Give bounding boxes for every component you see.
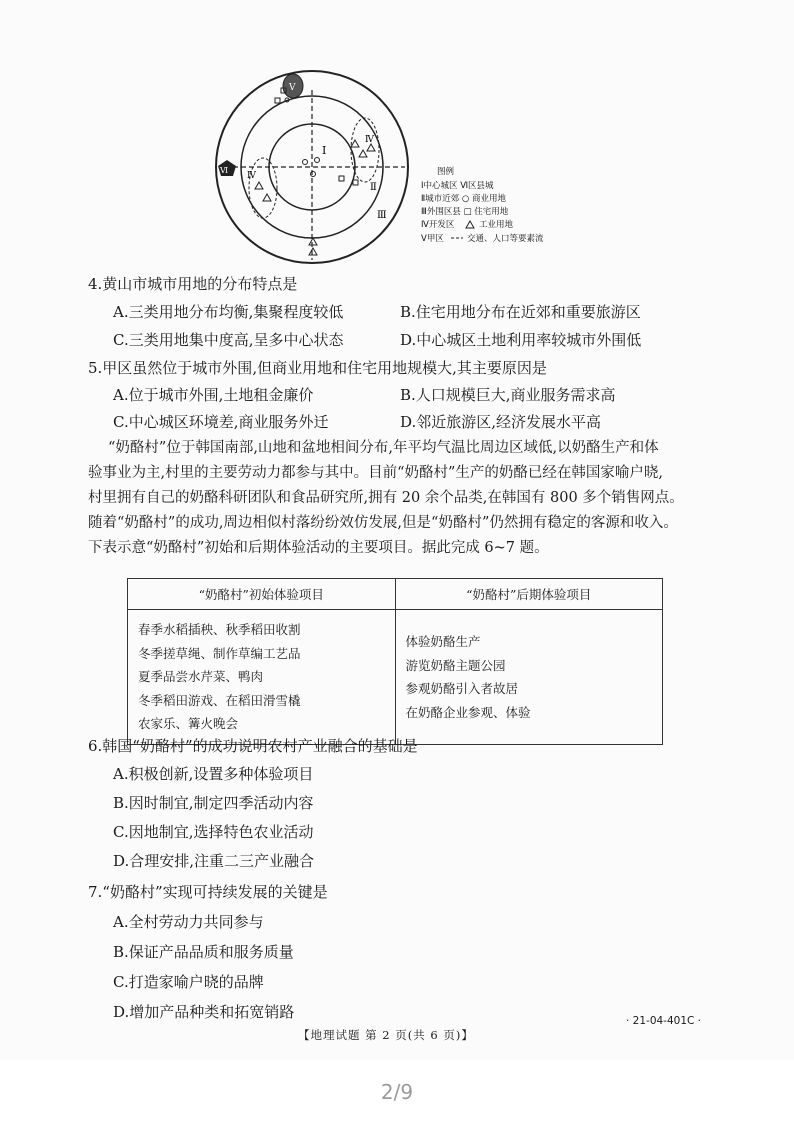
legend-industrial: 工业用地 [479, 220, 514, 230]
q5-option-c: C.中心城区环境差,商业服务外迁 [113, 413, 329, 431]
industrial-triangle-icon [367, 144, 375, 151]
zone-4a-label: Ⅳ [365, 135, 374, 145]
passage-line-2: 验事业为主,村里的主要劳动力都参与其中。目前“奶酪村”生产的奶酪已经在韩国家喻户晓, [88, 465, 664, 481]
legend-line-3: Ⅲ外围区县 □ 住宅用地 [421, 207, 509, 217]
q5-option-a: A.位于城市外围,土地租金廉价 [113, 386, 314, 404]
city-land-use-map [205, 70, 605, 265]
q4-option-b: B.住宅用地分布在近郊和重要旅游区 [400, 303, 641, 321]
residential-square-icon [353, 180, 358, 185]
page-footer: 【地理试题 第 2 页(共 6 页)】 [298, 1028, 474, 1042]
q7-stem: 7.“奶酪村”实现可持续发展的关键是 [88, 883, 328, 901]
q6-option-c: C.因地制宜,选择特色农业活动 [113, 823, 314, 841]
zone-2-label: Ⅱ [370, 182, 377, 193]
passage-line-1: “奶酪村”位于韩国南部,山地和盆地相间分布,年平均气温比周边区域低,以奶酪生产和体 [108, 440, 659, 456]
table-header-later: “奶酪村”后期体验项目 [395, 579, 663, 610]
zone-6-label: Ⅵ [220, 166, 229, 175]
list-item: 春季水稻插秧、秋季稻田收割 [138, 622, 301, 637]
list-item: 参观奶酪引入者故居 [405, 681, 519, 696]
list-item: 夏季品尝水芹菜、鸭肉 [138, 669, 264, 684]
legend-line-5: Ⅴ甲区 [421, 234, 444, 244]
list-item: 冬季稻田游戏、在稻田滑雪橇 [138, 692, 301, 708]
list-item: 农家乐、篝火晚会 [138, 716, 239, 731]
zone-4b-label: Ⅳ [247, 171, 256, 181]
q4-option-c: C.三类用地集中度高,呈多中心状态 [113, 331, 344, 349]
q4-option-d: D.中心城区土地利用率较城市外围低 [400, 331, 642, 349]
legend-line-4: Ⅳ开发区 [421, 220, 455, 230]
q7-option-d: D.增加产品种类和拓宽销路 [113, 1003, 295, 1021]
industrial-triangle-icon [255, 182, 263, 189]
table-header-initial: “奶酪村”初始体验项目 [128, 579, 396, 610]
q4-option-a: A.三类用地分布均衡,集聚程度较低 [113, 303, 344, 321]
document-code: · 21-04-401C · [626, 1015, 702, 1027]
list-item: 游览奶酪主题公园 [405, 657, 506, 673]
experience-table [127, 578, 663, 745]
residential-square-icon [275, 98, 280, 103]
commercial-circle-icon [311, 172, 316, 177]
legend-flow: 交通、人口等要素流 [467, 234, 544, 244]
passage-line-3: 村里拥有自己的奶酪科研团队和食品研究所,拥有 20 余个品类,在韩国有 800 多个销售网点。 [88, 490, 684, 506]
q5-stem: 5.甲区虽然位于城市外围,但商业用地和住宅用地规模大,其主要原因是 [88, 359, 547, 377]
industrial-triangle-icon [309, 238, 317, 245]
q5-option-d: D.邻近旅游区,经济发展水平高 [400, 413, 602, 431]
passage-line-5: 下表示意“奶酪村”初始和后期体验活动的主要项目。据此完成 6~7 题。 [88, 540, 549, 556]
industrial-triangle-icon [359, 150, 367, 157]
passage-line-4: 随着“奶酪村”的成功,周边相似村落纷纷效仿发展,但是“奶酪村”仍然拥有稳定的客源和收入。 [88, 515, 678, 531]
list-item: 在奶酪企业参观、体验 [405, 704, 531, 720]
industrial-triangle-icon [309, 248, 317, 255]
legend-line-2: Ⅱ城市近郊 ○ 商业用地 [421, 194, 507, 204]
q6-option-a: A.积极创新,设置多种体验项目 [113, 765, 314, 783]
legend-line-1: Ⅰ中心城区 Ⅵ区县城 [421, 181, 494, 191]
legend-triangle-icon [466, 221, 474, 228]
list-item: 冬季搓草绳、制作草编工艺品 [138, 645, 301, 661]
q5-option-b: B.人口规模巨大,商业服务需求高 [400, 386, 616, 404]
residential-square-icon [339, 176, 344, 181]
passage [88, 436, 708, 561]
zone-3-label: Ⅲ [377, 210, 387, 221]
legend-title: 图例 [437, 167, 455, 177]
industrial-triangle-icon [351, 140, 359, 147]
q6-option-d: D.合理安排,注重二三产业融合 [113, 852, 315, 870]
list-item: 体验奶酪生产 [405, 634, 481, 649]
table-col-later [395, 610, 663, 745]
table-col-initial [128, 610, 396, 745]
zone-1-label: Ⅰ [322, 144, 327, 157]
q7-option-a: A.全村劳动力共同参与 [113, 913, 264, 931]
q7-option-b: B.保证产品品质和服务质量 [113, 943, 294, 961]
q6-option-b: B.因时制宜,制定四季活动内容 [113, 794, 314, 812]
q4-stem: 4.黄山市城市用地的分布特点是 [88, 275, 298, 293]
map-legend [421, 166, 544, 244]
zone-5-label: Ⅴ [289, 83, 296, 93]
industrial-triangle-icon [263, 194, 271, 201]
commercial-circle-icon [315, 158, 320, 163]
q7-option-c: C.打造家喻户晓的品牌 [113, 973, 264, 991]
page-indicator: 2/9 [380, 1080, 414, 1104]
commercial-circle-icon [303, 160, 308, 165]
q6-stem: 6.韩国“奶酪村”的成功说明农村产业融合的基础是 [88, 737, 418, 755]
